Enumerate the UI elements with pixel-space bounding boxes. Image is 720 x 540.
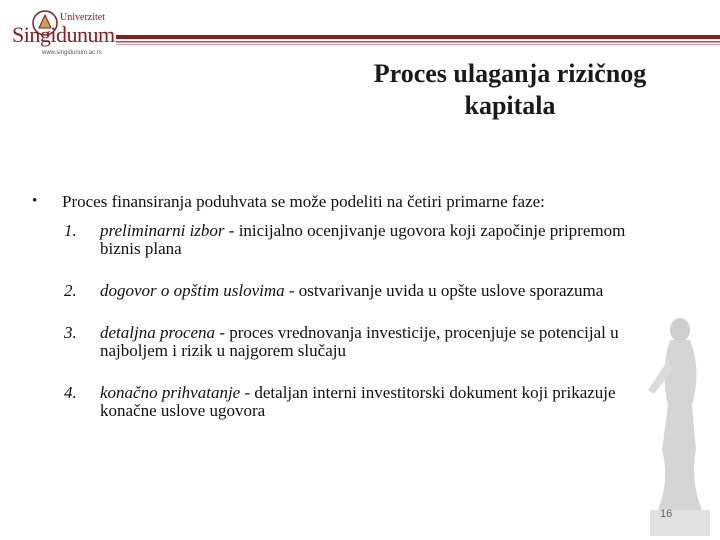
item-body	[100, 324, 660, 360]
item-text: - detaljan interni investitorski dokument koji prikazuje konačne uslove ugovora	[100, 383, 616, 420]
list-item	[64, 324, 664, 360]
list-item	[64, 384, 664, 420]
intro-line	[32, 192, 682, 211]
university-logo	[8, 8, 118, 64]
item-body	[100, 384, 660, 420]
item-body	[100, 282, 660, 300]
logo-url: www.singidunum.ac.rs	[42, 50, 102, 56]
item-text: - ostvarivanje uvida u opšte uslove sporazuma	[284, 281, 604, 300]
item-text: - proces vrednovanja investicije, procenjuje se potencijal u najboljem i rizik u najgorem slučaju	[100, 323, 619, 360]
item-number: 4.	[64, 383, 77, 402]
item-term: preliminarni izbor	[100, 221, 225, 240]
slide-title: Proces ulaganja rizičnog kapitala	[373, 59, 647, 120]
item-number: 3.	[64, 323, 77, 342]
item-number: 2.	[64, 281, 77, 300]
item-body	[100, 222, 660, 258]
intro-text: Proces finansiranja poduhvata se može podeliti na četiri primarne faze:	[62, 192, 545, 211]
item-term: dogovor o opštim uslovima	[100, 281, 285, 300]
header-bar	[116, 35, 720, 46]
item-number: 1.	[64, 221, 77, 240]
item-term: detaljna procena	[100, 323, 216, 342]
logo-name: Singidunum	[12, 22, 115, 47]
item-text: - inicijalno ocenjivanje ugovora koji započinje pripremom biznis plana	[100, 221, 626, 258]
item-term: konačno prihvatanje	[100, 383, 241, 402]
page-number: 16	[660, 508, 673, 520]
phase-list	[64, 222, 664, 444]
bullet-icon: •	[32, 193, 38, 209]
list-item	[64, 222, 664, 258]
logo-university-word: Univerzitet	[60, 12, 105, 23]
list-item	[64, 282, 664, 300]
